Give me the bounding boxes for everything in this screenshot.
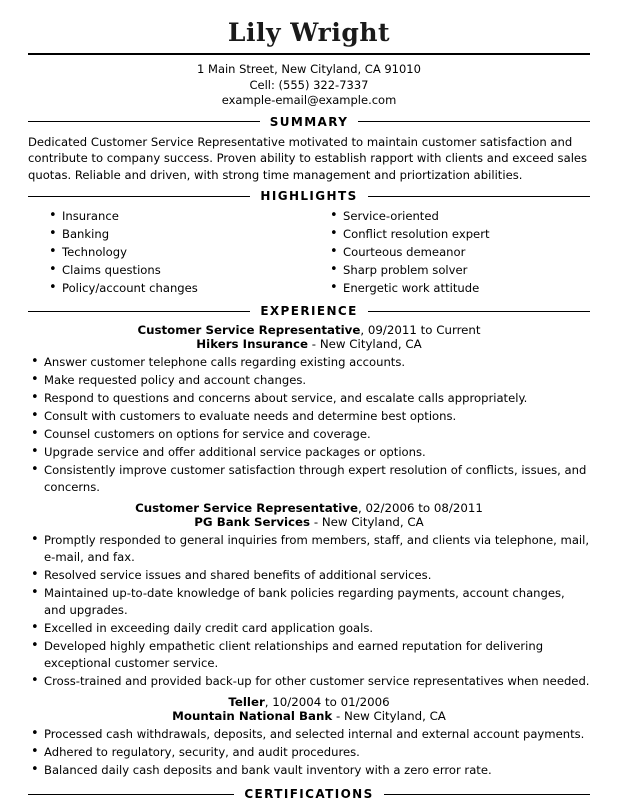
- list-item: • Processed cash withdrawals, deposits, and selected internal and external account payments.: [28, 726, 590, 743]
- list-item: • Policy/account changes: [28, 280, 309, 297]
- list-item: • Consistently improve customer satisfaction through expert resolution of conflicts, issues, and concerns.: [28, 462, 590, 496]
- contact-phone: Cell: (555) 322-7337: [249, 77, 369, 92]
- list-item: • Developed highly empathetic client relationships and earned reputation for delivering exceptional customer service.: [28, 638, 590, 672]
- list-item: • Service-oriented: [309, 208, 590, 225]
- list-item: • Promptly responded to general inquiries from members, staff, and clients via telephone, mail, e-mail, and fax.: [28, 532, 590, 566]
- experience-entry: [28, 501, 590, 690]
- section-header-experience: [28, 304, 590, 318]
- job-title-line: [28, 695, 590, 709]
- list-item: • Cross-trained and provided back-up for other customer service representatives when needed.: [28, 673, 590, 690]
- job-company-line: [28, 709, 590, 723]
- list-item: • Energetic work attitude: [309, 280, 590, 297]
- highlights-list-right: [309, 208, 590, 297]
- job-role: Customer Service Representative: [135, 501, 359, 515]
- summary-text: Dedicated Customer Service Representative motivated to maintain customer satisfaction and contribute to company success. Proven ability to establish rapport with clients and exceed sales quotas. Reliable and driven, with strong time management and priortization abilities.: [28, 134, 588, 182]
- section-header-certifications: [28, 787, 590, 801]
- contact-email: example-email@example.com: [221, 93, 397, 107]
- page-title: Lily Wright: [227, 18, 391, 47]
- rule-right: [368, 196, 590, 197]
- list-item: • Consult with customers to evaluate needs and determine best options.: [28, 408, 590, 425]
- job-location: - New Cityland, CA: [310, 515, 424, 529]
- list-item: • Respond to questions and concerns about service, and escalate calls appropriately.: [28, 390, 590, 407]
- highlights-columns: [28, 208, 590, 298]
- highlights-column-right: [309, 208, 590, 298]
- list-item: • Courteous demeanor: [309, 244, 590, 261]
- job-role: Teller: [228, 695, 265, 709]
- list-item: • Counsel customers on options for service and coverage.: [28, 426, 590, 443]
- job-duties-list: [28, 354, 590, 496]
- contact-address: 1 Main Street, New Cityland, CA 91010: [197, 62, 421, 76]
- list-item: • Answer customer telephone calls regarding existing accounts.: [28, 354, 590, 371]
- job-title-line: [28, 323, 590, 337]
- rule-right: [358, 121, 590, 122]
- job-location: - New Cityland, CA: [332, 709, 446, 723]
- list-item: • Technology: [28, 244, 309, 261]
- job-company-line: [28, 515, 590, 529]
- job-company-line: [28, 337, 590, 351]
- job-role: Customer Service Representative: [137, 323, 361, 337]
- list-item: • Adhered to regulatory, security, and audit procedures.: [28, 744, 590, 761]
- section-title-highlights: HIGHLIGHTS: [260, 189, 358, 203]
- job-company: Mountain National Bank: [172, 709, 333, 723]
- experience-entry: [28, 695, 590, 779]
- list-item: • Resolved service issues and shared benefits of additional services.: [28, 567, 590, 584]
- section-header-highlights: [28, 189, 590, 203]
- job-company: PG Bank Services: [194, 515, 311, 529]
- rule-left: [28, 121, 260, 122]
- job-dates: , 02/2006 to 08/2011: [358, 501, 483, 515]
- rule-left: [28, 196, 250, 197]
- rule-left: [28, 794, 234, 795]
- section-title-certifications: CERTIFICATIONS: [244, 787, 374, 801]
- job-location: - New Cityland, CA: [308, 337, 422, 351]
- list-item: • Balanced daily cash deposits and bank vault inventory with a zero error rate.: [28, 762, 590, 779]
- list-item: • Maintained up-to-date knowledge of bank policies regarding payments, account changes, and upgrades.: [28, 585, 590, 619]
- list-item: • Banking: [28, 226, 309, 243]
- list-item: • Sharp problem solver: [309, 262, 590, 279]
- rule-right: [384, 794, 590, 795]
- list-item: • Conflict resolution expert: [309, 226, 590, 243]
- list-item: • Upgrade service and offer additional service packages or options.: [28, 444, 590, 461]
- job-title-line: [28, 501, 590, 515]
- rule-left: [28, 311, 250, 312]
- job-dates: , 09/2011 to Current: [360, 323, 481, 337]
- job-duties-list: [28, 726, 590, 779]
- header-divider: [28, 53, 590, 55]
- contact-block: [28, 62, 590, 109]
- experience-entry: [28, 323, 590, 496]
- list-item: • Claims questions: [28, 262, 309, 279]
- list-item: • Excelled in exceeding daily credit card application goals.: [28, 620, 590, 637]
- section-header-summary: [28, 115, 590, 129]
- section-title-experience: EXPERIENCE: [260, 304, 358, 318]
- list-item: • Insurance: [28, 208, 309, 225]
- section-title-summary: SUMMARY: [269, 114, 349, 129]
- rule-right: [368, 311, 590, 312]
- job-dates: , 10/2004 to 01/2006: [264, 695, 390, 709]
- job-company: Hikers Insurance: [196, 337, 309, 351]
- highlights-list-left: [28, 208, 309, 297]
- job-duties-list: [28, 532, 590, 690]
- list-item: • Make requested policy and account changes.: [28, 372, 590, 389]
- highlights-column-left: [28, 208, 309, 298]
